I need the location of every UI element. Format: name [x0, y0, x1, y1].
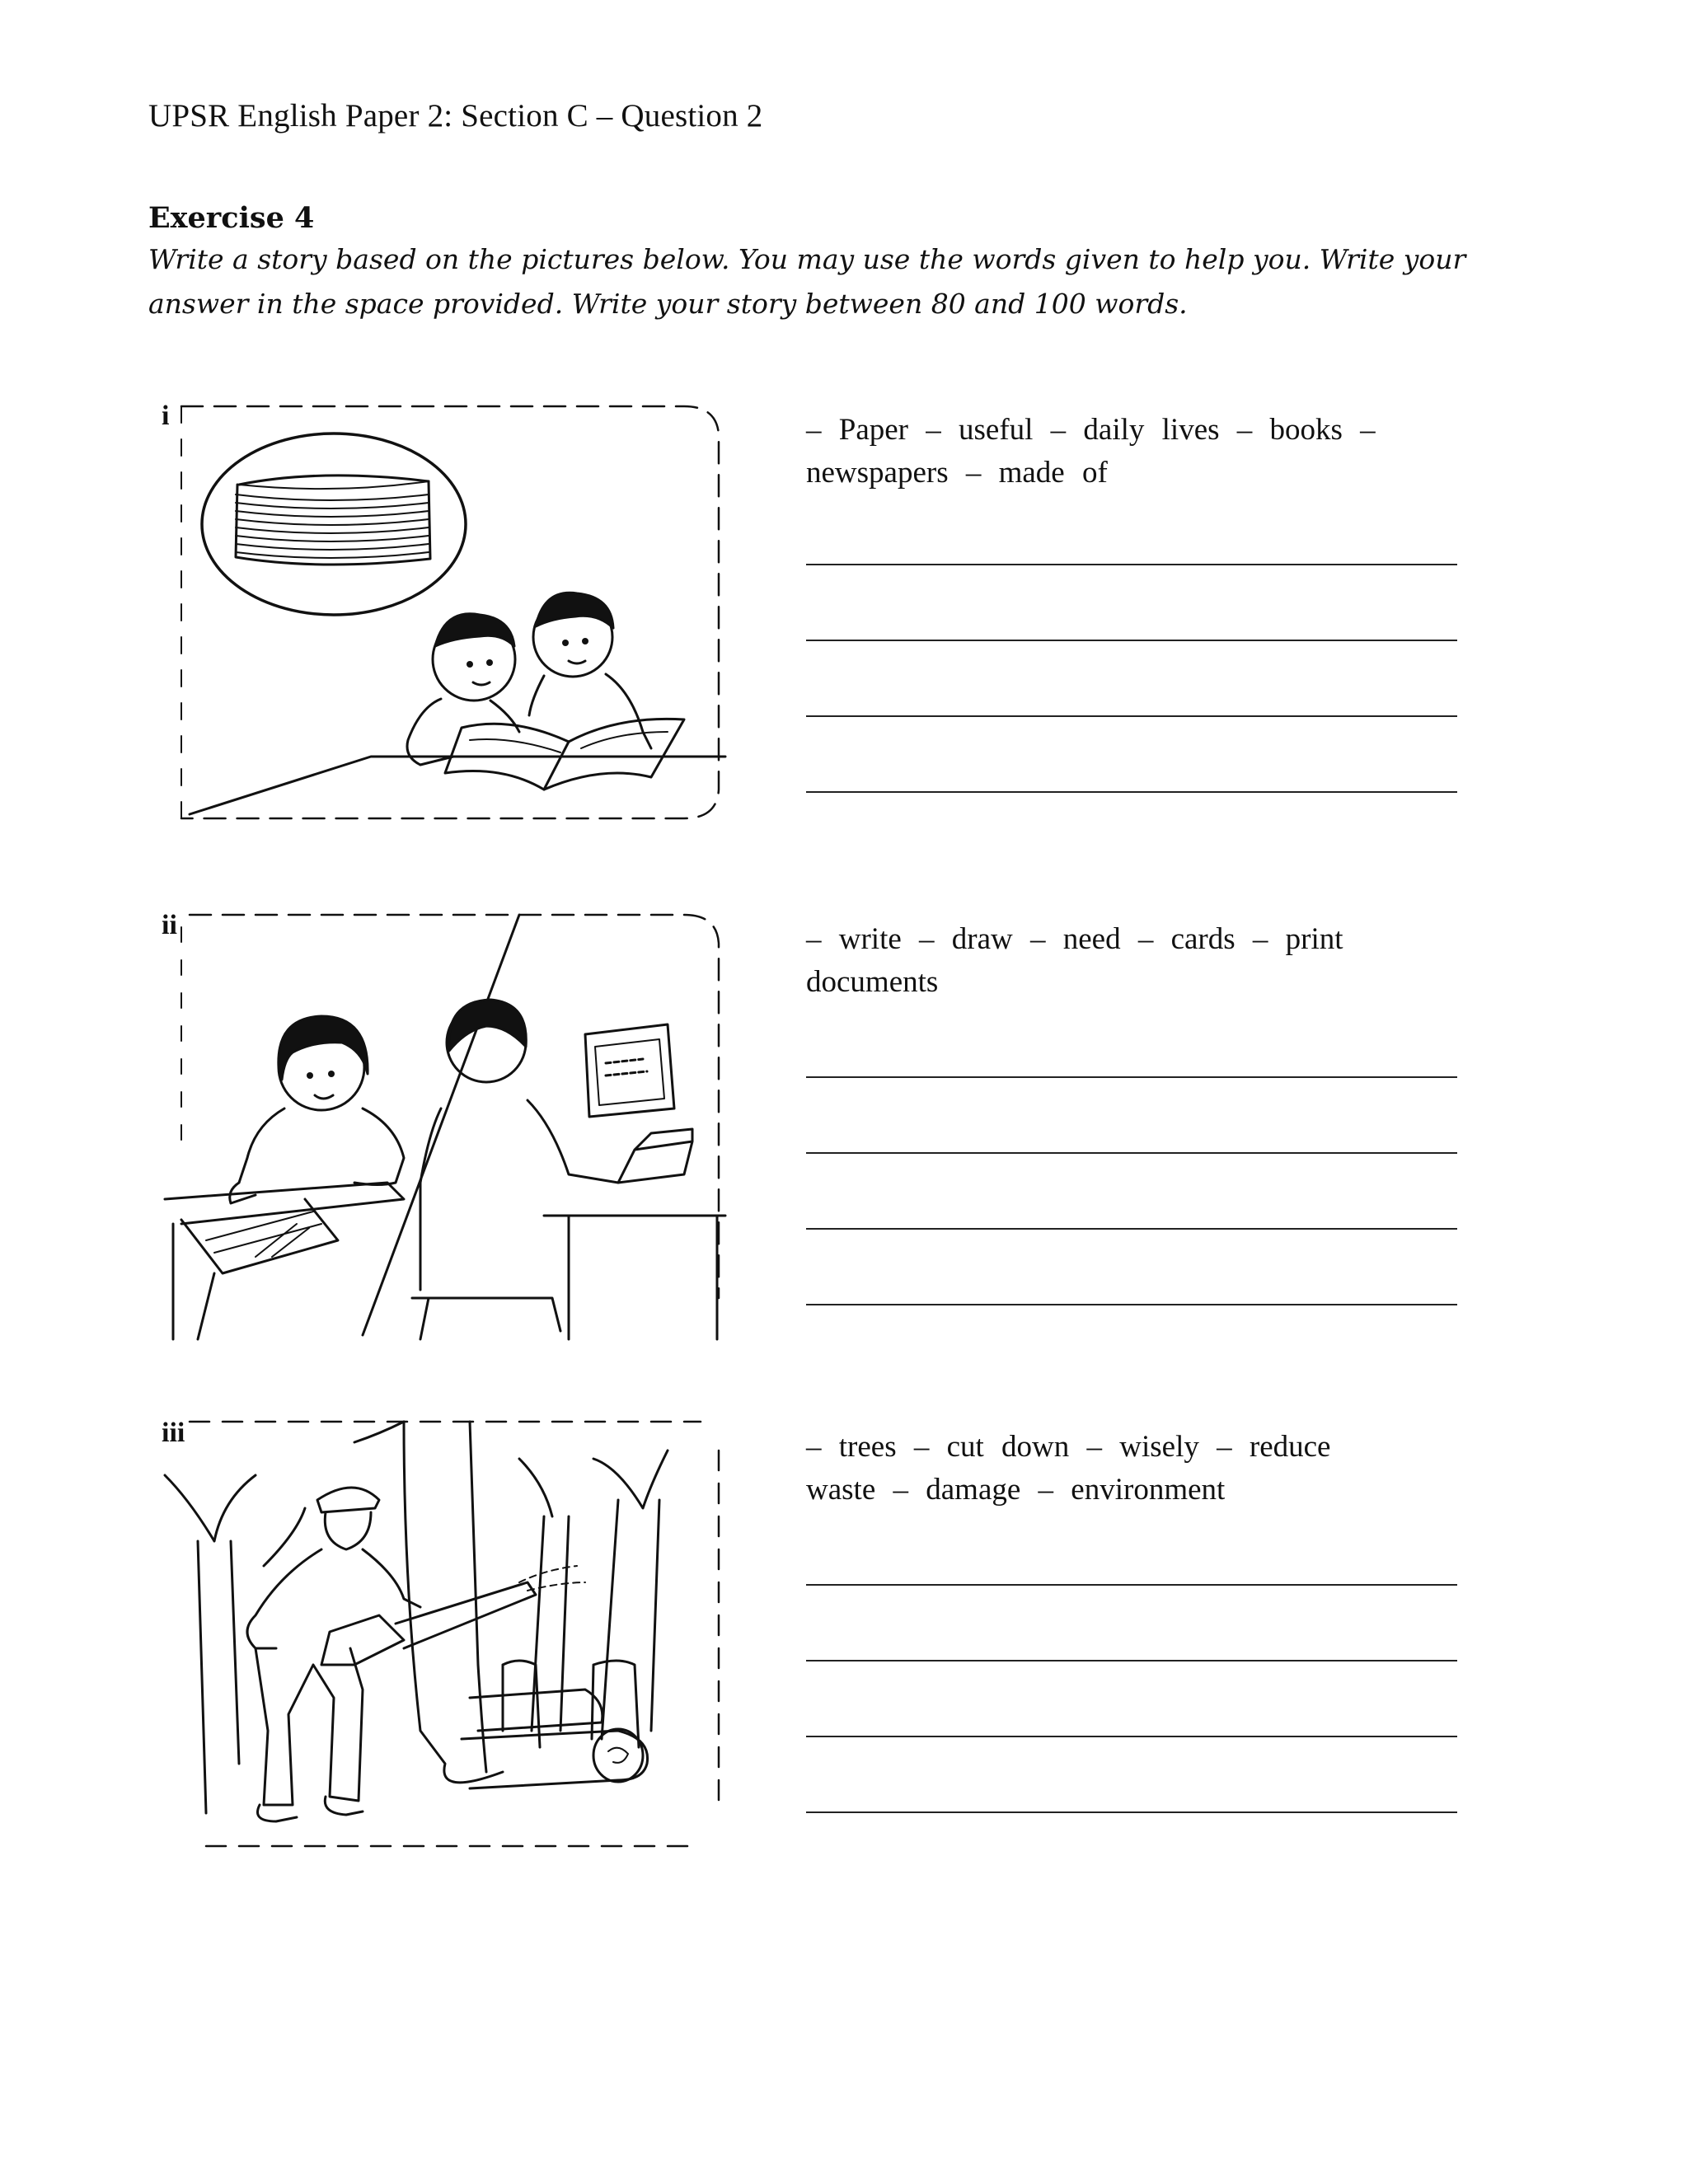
- answer-line: [806, 1228, 1457, 1230]
- word-cues-ii: – write – draw – need – cards – print documents: [806, 922, 1343, 999]
- picture-writing-and-printing: [157, 911, 734, 1339]
- page-header: UPSR English Paper 2: Section C – Question 2: [148, 98, 763, 134]
- picture-tree-cutting: [157, 1418, 734, 1846]
- answer-line: [806, 564, 1457, 565]
- exercise-title: Exercise 4: [148, 201, 315, 235]
- word-cues-i: – Paper – useful – daily lives – books – newspapers – made of: [806, 413, 1376, 490]
- answer-line: [806, 1660, 1457, 1661]
- answer-line: [806, 1736, 1457, 1737]
- answer-line: [806, 1152, 1457, 1154]
- answer-line: [806, 1584, 1457, 1586]
- answer-line: [806, 1304, 1457, 1305]
- answer-line: [806, 640, 1457, 641]
- picture-reading-children: [157, 402, 734, 831]
- word-cues-iii: – trees – cut down – wisely – reduce waste – damage – environment: [806, 1430, 1331, 1507]
- panel-numeral-ii: ii: [162, 910, 177, 940]
- panel-numeral-iii: iii: [162, 1418, 185, 1448]
- answer-line: [806, 715, 1457, 717]
- answer-line: [806, 1811, 1457, 1813]
- answer-line: [806, 1076, 1457, 1078]
- panel-numeral-i: i: [162, 401, 170, 431]
- answer-line: [806, 791, 1457, 793]
- exercise-instructions: Write a story based on the pictures below. You may use the words given to help you. Write your answer in the space provided. Write your story between 80 and 100 words.: [148, 243, 1466, 320]
